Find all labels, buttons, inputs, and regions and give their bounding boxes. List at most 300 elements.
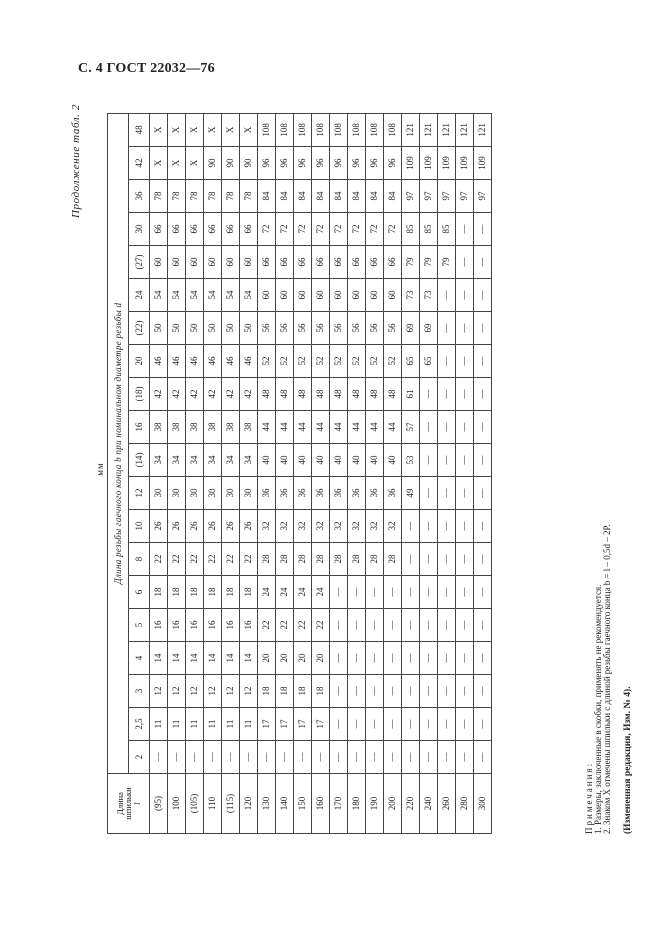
diameter-header: 10: [129, 510, 150, 543]
table-cell: 16: [240, 609, 258, 642]
table-cell: —: [474, 411, 492, 444]
diameter-header: 42: [129, 147, 150, 180]
table-cell: 40: [348, 444, 366, 477]
table-cell: X: [150, 147, 168, 180]
diameter-header: 2,5: [129, 708, 150, 741]
table-cell: 36: [366, 477, 384, 510]
table-cell: 48: [258, 378, 276, 411]
table-cell: —: [474, 741, 492, 774]
diameter-header: 36: [129, 180, 150, 213]
table-cell: 22: [150, 543, 168, 576]
table-cell: 52: [294, 345, 312, 378]
table-cell: 56: [366, 312, 384, 345]
table-cell: 30: [240, 477, 258, 510]
table-cell: 72: [384, 213, 402, 246]
table-cell: —: [474, 609, 492, 642]
table-cell: —: [276, 741, 294, 774]
table-cell: 44: [348, 411, 366, 444]
table-cell: 52: [366, 345, 384, 378]
table-cell: 90: [240, 147, 258, 180]
table-cell: 32: [330, 510, 348, 543]
table-cell: 60: [222, 246, 240, 279]
stud-length-cell: 300: [474, 774, 492, 834]
diameter-header: 2: [129, 741, 150, 774]
table-cell: 12: [204, 675, 222, 708]
diameter-header: 48: [129, 113, 150, 146]
table-row: [384, 113, 402, 833]
table-cell: 121: [420, 113, 438, 146]
table-row: [348, 113, 366, 833]
table-cell: 14: [150, 642, 168, 675]
table-cell: 28: [348, 543, 366, 576]
table-cell: 46: [168, 345, 186, 378]
table-cell: 108: [330, 113, 348, 146]
table-cell: 96: [276, 147, 294, 180]
table-row: [150, 113, 168, 833]
table-cell: —: [402, 543, 420, 576]
diameter-header: 4: [129, 642, 150, 675]
table-cell: 24: [276, 576, 294, 609]
table-cell: 108: [384, 113, 402, 146]
table-cell: 78: [186, 180, 204, 213]
stud-length-cell: 190: [366, 774, 384, 834]
table-cell: 24: [294, 576, 312, 609]
stud-length-cell: 240: [420, 774, 438, 834]
table-cell: 44: [312, 411, 330, 444]
continuation-label: Продолжение табл. 2: [70, 104, 82, 218]
table-cell: 34: [168, 444, 186, 477]
table-cell: —: [384, 642, 402, 675]
table-cell: 32: [258, 510, 276, 543]
table-cell: 78: [204, 180, 222, 213]
table-cell: 34: [204, 444, 222, 477]
table-cell: —: [456, 279, 474, 312]
table-row: [204, 113, 222, 833]
unit-label: мм: [95, 462, 105, 476]
table-cell: 22: [186, 543, 204, 576]
table-cell: 72: [258, 213, 276, 246]
table-cell: 14: [168, 642, 186, 675]
table-cell: —: [456, 675, 474, 708]
table-cell: —: [258, 741, 276, 774]
table-cell: —: [330, 609, 348, 642]
stud-length-header: [108, 774, 150, 834]
table-row: [438, 113, 456, 833]
rotated-table-page: [70, 104, 633, 834]
table-cell: 53: [402, 444, 420, 477]
table-cell: —: [330, 741, 348, 774]
table-cell: —: [366, 741, 384, 774]
table-cell: —: [456, 510, 474, 543]
table-cell: 54: [222, 279, 240, 312]
notes-title: Примечания:: [584, 761, 594, 834]
diameter-header: 6: [129, 576, 150, 609]
table-cell: 52: [312, 345, 330, 378]
table-cell: 18: [168, 576, 186, 609]
table-cell: 72: [294, 213, 312, 246]
table-cell: —: [420, 378, 438, 411]
table-cell: 34: [222, 444, 240, 477]
table-cell: 20: [276, 642, 294, 675]
table-cell: 60: [330, 279, 348, 312]
table-cell: X: [204, 113, 222, 146]
table-cell: 30: [204, 477, 222, 510]
table-cell: 50: [186, 312, 204, 345]
table-cell: —: [474, 444, 492, 477]
diameter-header: 12: [129, 477, 150, 510]
table-cell: 56: [348, 312, 366, 345]
table-cell: 14: [204, 642, 222, 675]
stud-length-cell: 150: [294, 774, 312, 834]
stud-length-cell: 200: [384, 774, 402, 834]
thread-length-group-header: Длина резьбы гаечного конца b при номинальном диаметре резьбы d: [108, 113, 129, 773]
table-cell: 16: [222, 609, 240, 642]
table-cell: X: [168, 113, 186, 146]
table-cell: 65: [420, 345, 438, 378]
table-cell: 50: [222, 312, 240, 345]
table-cell: —: [402, 510, 420, 543]
table-cell: 84: [330, 180, 348, 213]
table-row: [240, 113, 258, 833]
stud-length-cell: (115): [222, 774, 240, 834]
table-cell: 69: [420, 312, 438, 345]
table-cell: 46: [204, 345, 222, 378]
table-cell: —: [420, 708, 438, 741]
table-cell: 40: [276, 444, 294, 477]
table-cell: 36: [276, 477, 294, 510]
table-cell: 109: [474, 147, 492, 180]
table-cell: 30: [222, 477, 240, 510]
table-cell: —: [474, 312, 492, 345]
table-cell: 52: [258, 345, 276, 378]
table-cell: 60: [276, 279, 294, 312]
table-cell: —: [456, 213, 474, 246]
table-cell: —: [456, 741, 474, 774]
table-cell: —: [186, 741, 204, 774]
table-cell: 72: [348, 213, 366, 246]
table-cell: —: [366, 609, 384, 642]
table-cell: —: [456, 642, 474, 675]
table-cell: —: [420, 675, 438, 708]
table-cell: 96: [294, 147, 312, 180]
table-cell: 50: [168, 312, 186, 345]
table-cell: 26: [168, 510, 186, 543]
table-cell: —: [348, 642, 366, 675]
table-cell: —: [438, 642, 456, 675]
table-cell: —: [456, 609, 474, 642]
table-cell: —: [456, 312, 474, 345]
table-cell: 40: [258, 444, 276, 477]
table-cell: —: [456, 345, 474, 378]
table-cell: —: [348, 675, 366, 708]
table-cell: X: [186, 147, 204, 180]
table-cell: —: [474, 510, 492, 543]
table-cell: 66: [150, 213, 168, 246]
table-cell: 32: [366, 510, 384, 543]
stud-length-cell: 180: [348, 774, 366, 834]
table-cell: 84: [312, 180, 330, 213]
table-cell: 66: [384, 246, 402, 279]
table-cell: 52: [330, 345, 348, 378]
table-cell: —: [384, 741, 402, 774]
table-cell: 84: [294, 180, 312, 213]
table-cell: 79: [420, 246, 438, 279]
table-cell: 22: [240, 543, 258, 576]
table-cell: 28: [312, 543, 330, 576]
table-cell: —: [438, 279, 456, 312]
table-cell: 12: [222, 675, 240, 708]
table-cell: —: [456, 444, 474, 477]
table-cell: 66: [276, 246, 294, 279]
table-cell: 26: [150, 510, 168, 543]
table-cell: 40: [330, 444, 348, 477]
table-cell: 22: [294, 609, 312, 642]
table-cell: 66: [366, 246, 384, 279]
table-cell: 26: [222, 510, 240, 543]
table-cell: 121: [474, 113, 492, 146]
table-cell: 11: [168, 708, 186, 741]
table-cell: 48: [294, 378, 312, 411]
table-cell: 60: [168, 246, 186, 279]
table-cell: —: [330, 708, 348, 741]
table-cell: —: [402, 576, 420, 609]
table-cell: —: [474, 576, 492, 609]
table-cell: 50: [150, 312, 168, 345]
table-cell: 78: [222, 180, 240, 213]
table-cell: X: [150, 113, 168, 146]
table-cell: —: [420, 642, 438, 675]
stud-length-cell: 280: [456, 774, 474, 834]
table-cell: 42: [222, 378, 240, 411]
table-cell: 11: [222, 708, 240, 741]
table-cell: 22: [258, 609, 276, 642]
table-cell: 66: [294, 246, 312, 279]
table-cell: 121: [438, 113, 456, 146]
table-cell: 26: [186, 510, 204, 543]
table-cell: 18: [240, 576, 258, 609]
table-cell: —: [384, 675, 402, 708]
diameter-header: (14): [129, 444, 150, 477]
table-cell: X: [240, 113, 258, 146]
diameter-header: (22): [129, 312, 150, 345]
revision-note: (Измененная редакция, Изм. № 4).: [623, 686, 633, 834]
table-cell: —: [420, 411, 438, 444]
table-cell: 84: [276, 180, 294, 213]
table-cell: 44: [294, 411, 312, 444]
table-cell: —: [456, 543, 474, 576]
table-cell: 96: [312, 147, 330, 180]
table-cell: 22: [276, 609, 294, 642]
table-cell: 73: [420, 279, 438, 312]
thread-length-table: [107, 113, 492, 834]
table-cell: —: [402, 675, 420, 708]
table-cell: 52: [384, 345, 402, 378]
table-cell: 26: [240, 510, 258, 543]
table-cell: —: [420, 510, 438, 543]
table-cell: 17: [312, 708, 330, 741]
table-cell: —: [438, 444, 456, 477]
table-cell: X: [186, 113, 204, 146]
table-cell: 11: [186, 708, 204, 741]
table-cell: 109: [402, 147, 420, 180]
table-cell: 12: [168, 675, 186, 708]
table-cell: 28: [276, 543, 294, 576]
table-cell: 60: [204, 246, 222, 279]
table-cell: —: [438, 312, 456, 345]
table-cell: 66: [330, 246, 348, 279]
stud-length-cell: 220: [402, 774, 420, 834]
table-cell: —: [168, 741, 186, 774]
table-cell: 12: [150, 675, 168, 708]
stud-length-cell: (105): [186, 774, 204, 834]
table-cell: 66: [168, 213, 186, 246]
table-cell: X: [168, 147, 186, 180]
table-cell: 34: [186, 444, 204, 477]
table-cell: 54: [240, 279, 258, 312]
table-cell: 14: [186, 642, 204, 675]
table-cell: —: [240, 741, 258, 774]
table-cell: 46: [186, 345, 204, 378]
table-cell: —: [402, 642, 420, 675]
table-cell: —: [348, 609, 366, 642]
table-cell: 32: [384, 510, 402, 543]
table-cell: 108: [348, 113, 366, 146]
diameter-header: 5: [129, 609, 150, 642]
table-cell: 28: [330, 543, 348, 576]
table-cell: 44: [258, 411, 276, 444]
table-cell: 14: [240, 642, 258, 675]
table-cell: 30: [150, 477, 168, 510]
table-cell: 50: [204, 312, 222, 345]
table-cell: —: [474, 708, 492, 741]
table-cell: —: [438, 708, 456, 741]
table-cell: 32: [312, 510, 330, 543]
table-row: [402, 113, 420, 833]
table-cell: 32: [294, 510, 312, 543]
table-cell: 54: [168, 279, 186, 312]
table-cell: 90: [204, 147, 222, 180]
table-cell: 96: [384, 147, 402, 180]
table-cell: 38: [186, 411, 204, 444]
table-cell: 11: [240, 708, 258, 741]
table-cell: 44: [276, 411, 294, 444]
table-cell: 96: [258, 147, 276, 180]
table-cell: X: [222, 113, 240, 146]
table-cell: 84: [384, 180, 402, 213]
table-cell: 72: [312, 213, 330, 246]
table-cell: 109: [438, 147, 456, 180]
table-cell: 49: [402, 477, 420, 510]
table-cell: 56: [330, 312, 348, 345]
table-cell: 52: [348, 345, 366, 378]
table-cell: 40: [294, 444, 312, 477]
table-cell: 73: [402, 279, 420, 312]
table-cell: 16: [150, 609, 168, 642]
table-cell: 85: [402, 213, 420, 246]
table-cell: 85: [420, 213, 438, 246]
table-row: [276, 113, 294, 833]
table-cell: 57: [402, 411, 420, 444]
table-cell: —: [222, 741, 240, 774]
table-cell: 22: [312, 609, 330, 642]
table-cell: 38: [168, 411, 186, 444]
table-cell: 56: [384, 312, 402, 345]
table-cell: —: [366, 576, 384, 609]
table-cell: 60: [240, 246, 258, 279]
table-cell: 109: [420, 147, 438, 180]
notes-block: [585, 524, 633, 834]
table-cell: 121: [402, 113, 420, 146]
table-cell: 54: [186, 279, 204, 312]
table-cell: 11: [204, 708, 222, 741]
table-cell: 48: [384, 378, 402, 411]
table-cell: 12: [240, 675, 258, 708]
table-cell: 97: [402, 180, 420, 213]
table-cell: —: [366, 708, 384, 741]
diameter-header: 24: [129, 279, 150, 312]
table-cell: 18: [150, 576, 168, 609]
table-cell: 17: [294, 708, 312, 741]
table-cell: —: [474, 642, 492, 675]
table-cell: —: [456, 477, 474, 510]
diameter-header: 20: [129, 345, 150, 378]
table-cell: 28: [384, 543, 402, 576]
table-cell: 54: [150, 279, 168, 312]
table-cell: 20: [294, 642, 312, 675]
table-cell: 84: [366, 180, 384, 213]
table-row: [222, 113, 240, 833]
table-cell: 66: [348, 246, 366, 279]
diameter-header: 3: [129, 675, 150, 708]
table-cell: 32: [276, 510, 294, 543]
diameter-header: (27): [129, 246, 150, 279]
table-cell: 32: [348, 510, 366, 543]
table-cell: 18: [186, 576, 204, 609]
table-cell: 97: [456, 180, 474, 213]
table-cell: 66: [258, 246, 276, 279]
table-cell: 96: [348, 147, 366, 180]
table-cell: 16: [186, 609, 204, 642]
stud-length-cell: 100: [168, 774, 186, 834]
table-cell: 69: [402, 312, 420, 345]
stud-length-cell: 160: [312, 774, 330, 834]
table-cell: —: [420, 477, 438, 510]
table-cell: 56: [258, 312, 276, 345]
table-cell: 16: [204, 609, 222, 642]
table-cell: 46: [150, 345, 168, 378]
table-cell: —: [438, 510, 456, 543]
table-cell: 65: [402, 345, 420, 378]
table-cell: —: [474, 345, 492, 378]
table-cell: —: [438, 576, 456, 609]
table-cell: —: [348, 741, 366, 774]
table-cell: 46: [240, 345, 258, 378]
table-cell: 44: [366, 411, 384, 444]
table-cell: —: [402, 708, 420, 741]
table-cell: —: [438, 345, 456, 378]
table-cell: —: [438, 741, 456, 774]
table-cell: 56: [312, 312, 330, 345]
table-cell: 60: [150, 246, 168, 279]
note-item-2: 2. Знаком Х отмечены шпильки с длиной резьбы гаечного конца b = l – 0,5d – 2P.: [602, 524, 612, 834]
table-cell: 96: [366, 147, 384, 180]
table-cell: 34: [150, 444, 168, 477]
stud-length-cell: (95): [150, 774, 168, 834]
table-cell: —: [474, 246, 492, 279]
table-cell: —: [474, 675, 492, 708]
table-cell: —: [420, 741, 438, 774]
table-cell: 84: [348, 180, 366, 213]
